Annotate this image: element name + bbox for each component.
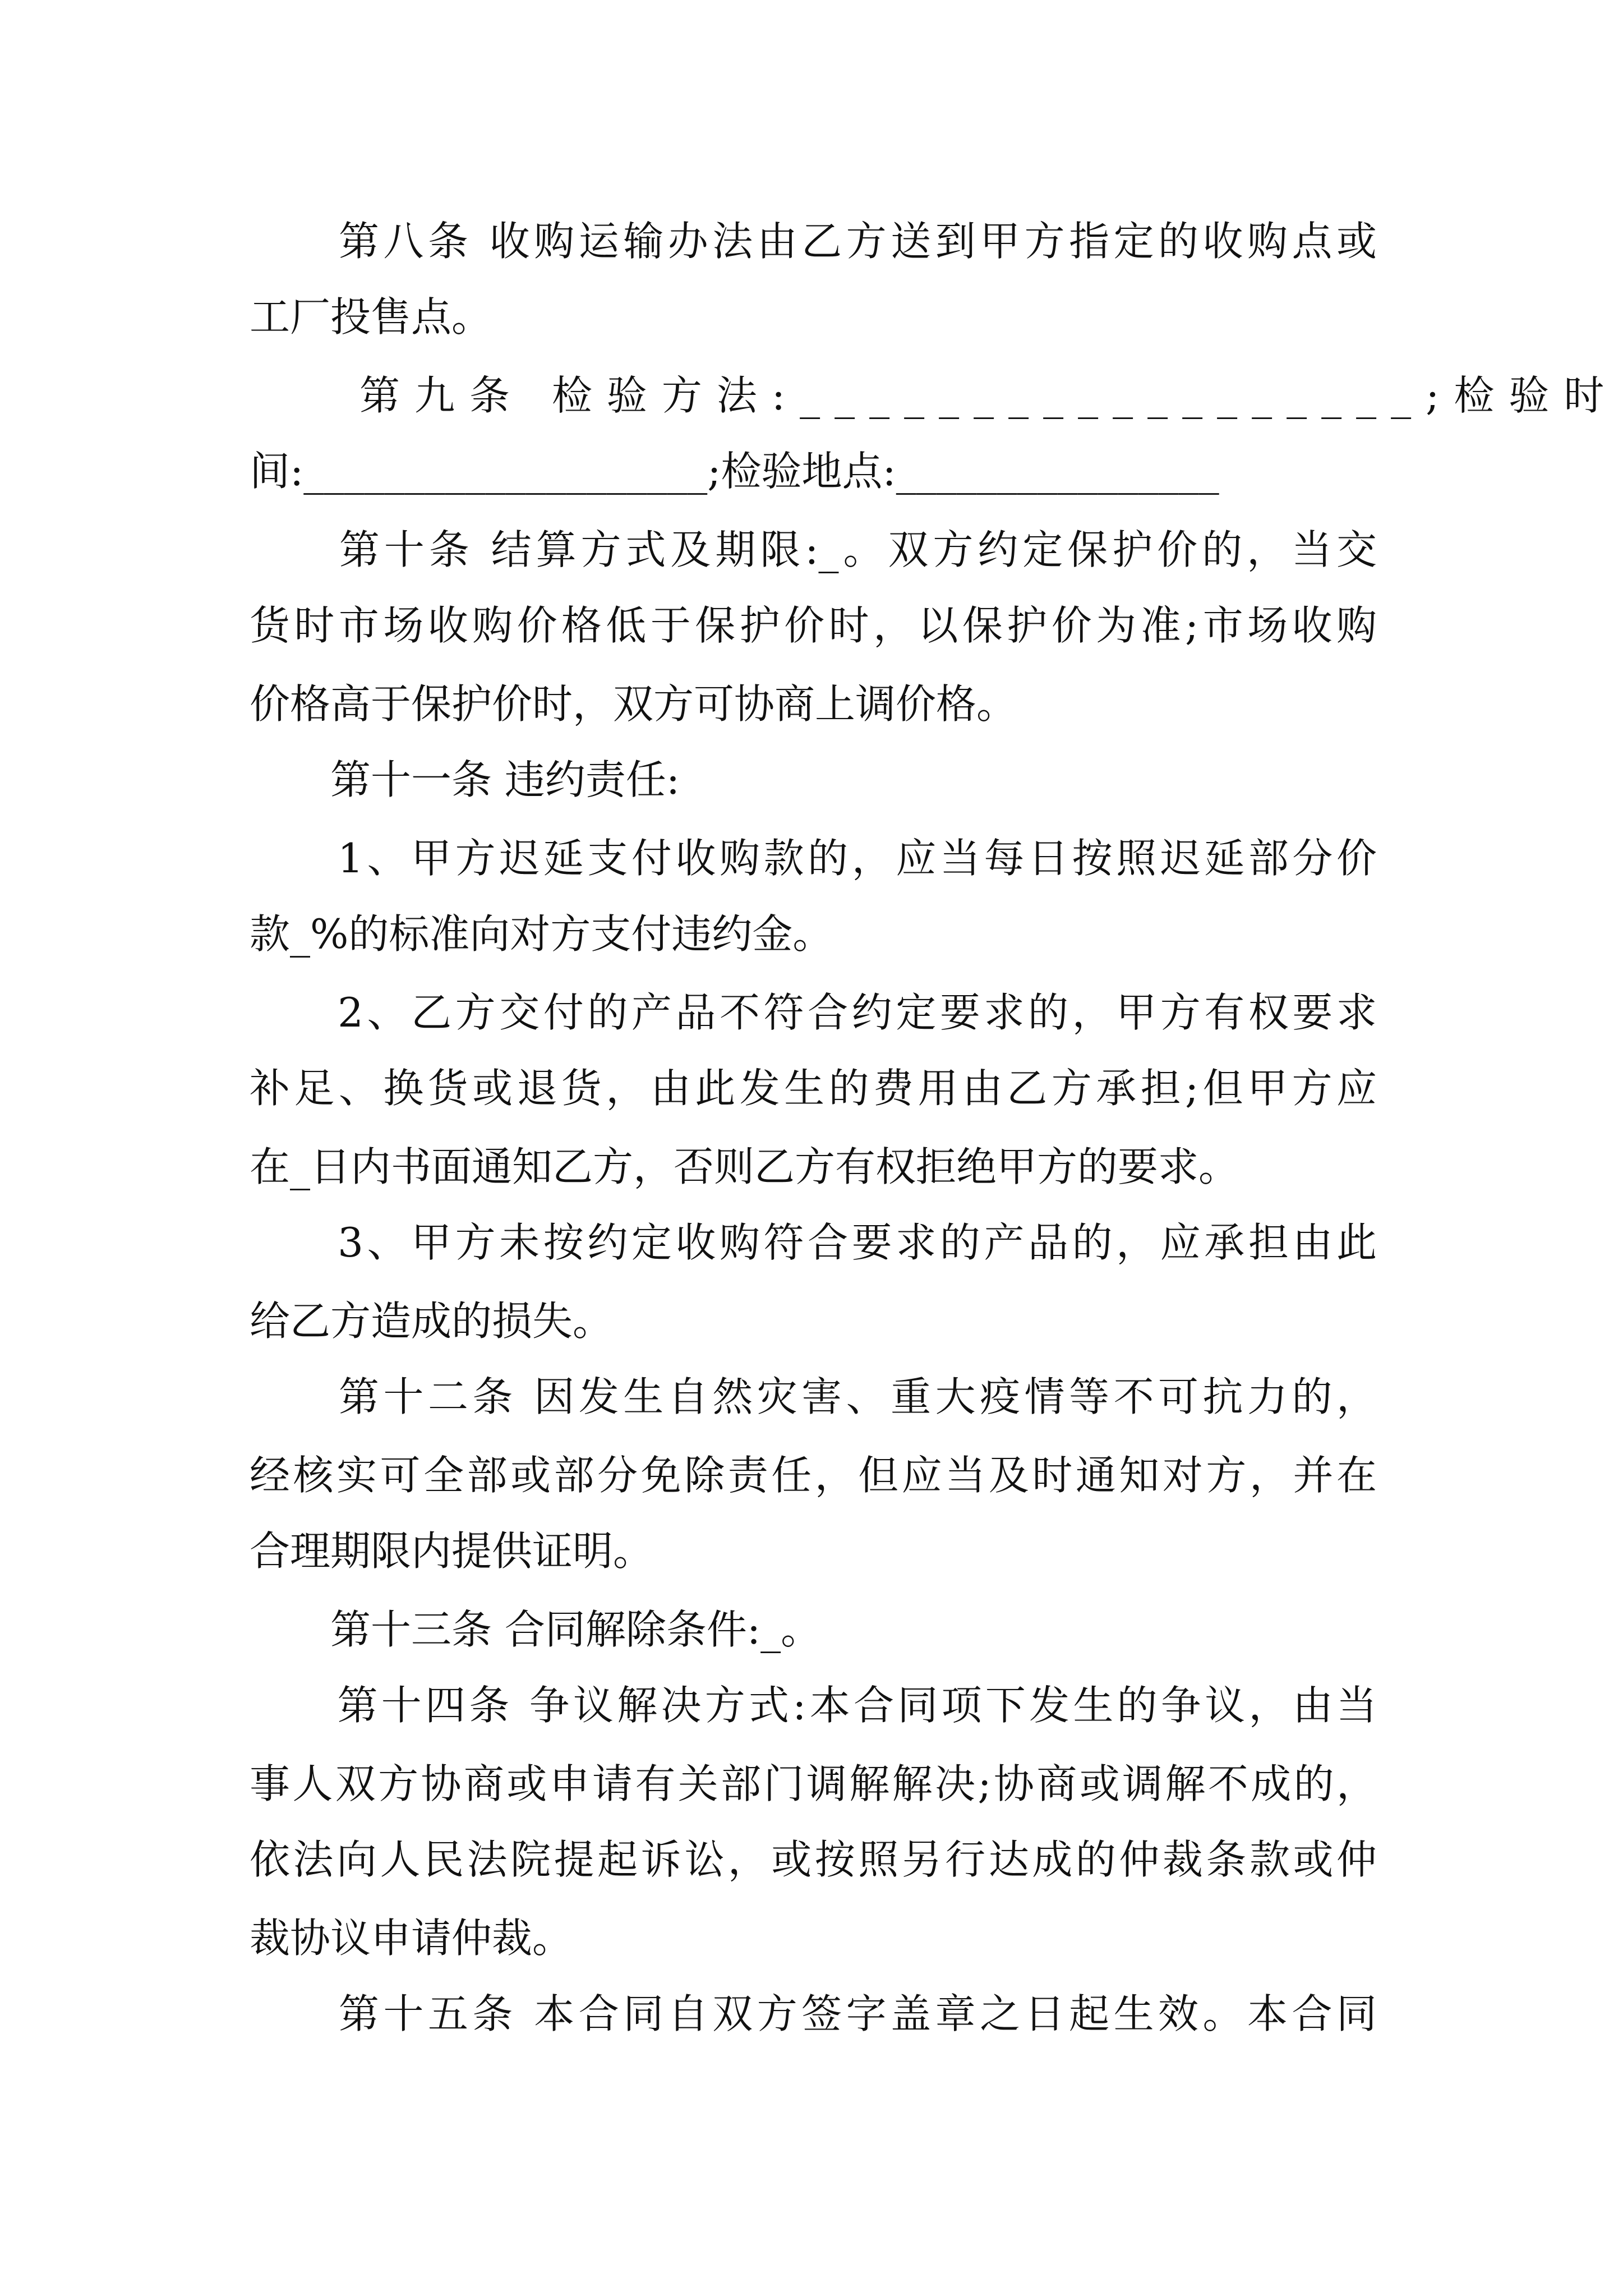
text-line: 3、甲方未按约定收购符合要求的产品的，应承担由此 <box>250 1219 1377 1266</box>
text-line: 款_%的标准向对方支付违约金。 <box>250 910 833 958</box>
text-line: 第十四条 争议解决方式:本合同项下发生的争议，由当 <box>250 1682 1377 1729</box>
text-line: 裁协议申请仲裁。 <box>250 1915 573 1962</box>
text-line: 经核实可全部或部分免除责任，但应当及时通知对方，并在 <box>250 1452 1377 1499</box>
text-line: 合理期限内提供证明。 <box>250 1527 654 1575</box>
text-line: 1、甲方迟延支付收购款的，应当每日按照迟延部分价 <box>250 835 1377 882</box>
text-line: 第十条 结算方式及期限:_。双方约定保护价的，当交 <box>250 526 1377 573</box>
text-line: 第九条 检验方法:__________________;检验时 <box>250 372 1619 419</box>
text-line: 2、乙方交付的产品不符合约定要求的，甲方有权要求 <box>250 989 1377 1036</box>
text-line: 第十三条 合同解除条件:_。 <box>250 1606 822 1653</box>
text-line: 事人双方协商或申请有关部门调解解决;协商或调解不成的， <box>250 1760 1377 1807</box>
text-line: 第十二条 因发生自然灾害、重大疫情等不可抗力的， <box>250 1373 1377 1420</box>
text-line: 工厂投售点。 <box>250 293 492 341</box>
text-line: 在_日内书面通知乙方，否则乙方有权拒绝甲方的要求。 <box>250 1143 1239 1190</box>
text-line: 第十一条 违约责任: <box>250 756 680 803</box>
text-line: 间:____________________;检验地点:________________ <box>250 448 1219 495</box>
text-line: 第八条 收购运输办法由乙方送到甲方指定的收购点或 <box>250 218 1377 265</box>
text-line: 给乙方造成的损失。 <box>250 1297 614 1345</box>
text-line: 第十五条 本合同自双方签字盖章之日起生效。本合同 <box>250 1990 1377 2037</box>
text-line: 货时市场收购价格低于保护价时，以保护价为准;市场收购 <box>250 602 1377 649</box>
text-line: 价格高于保护价时，双方可协商上调价格。 <box>250 680 1017 728</box>
text-line: 补足、换货或退货，由此发生的费用由乙方承担;但甲方应 <box>250 1065 1377 1112</box>
text-line: 依法向人民法院提起诉讼，或按照另行达成的仲裁条款或仲 <box>250 1836 1377 1883</box>
